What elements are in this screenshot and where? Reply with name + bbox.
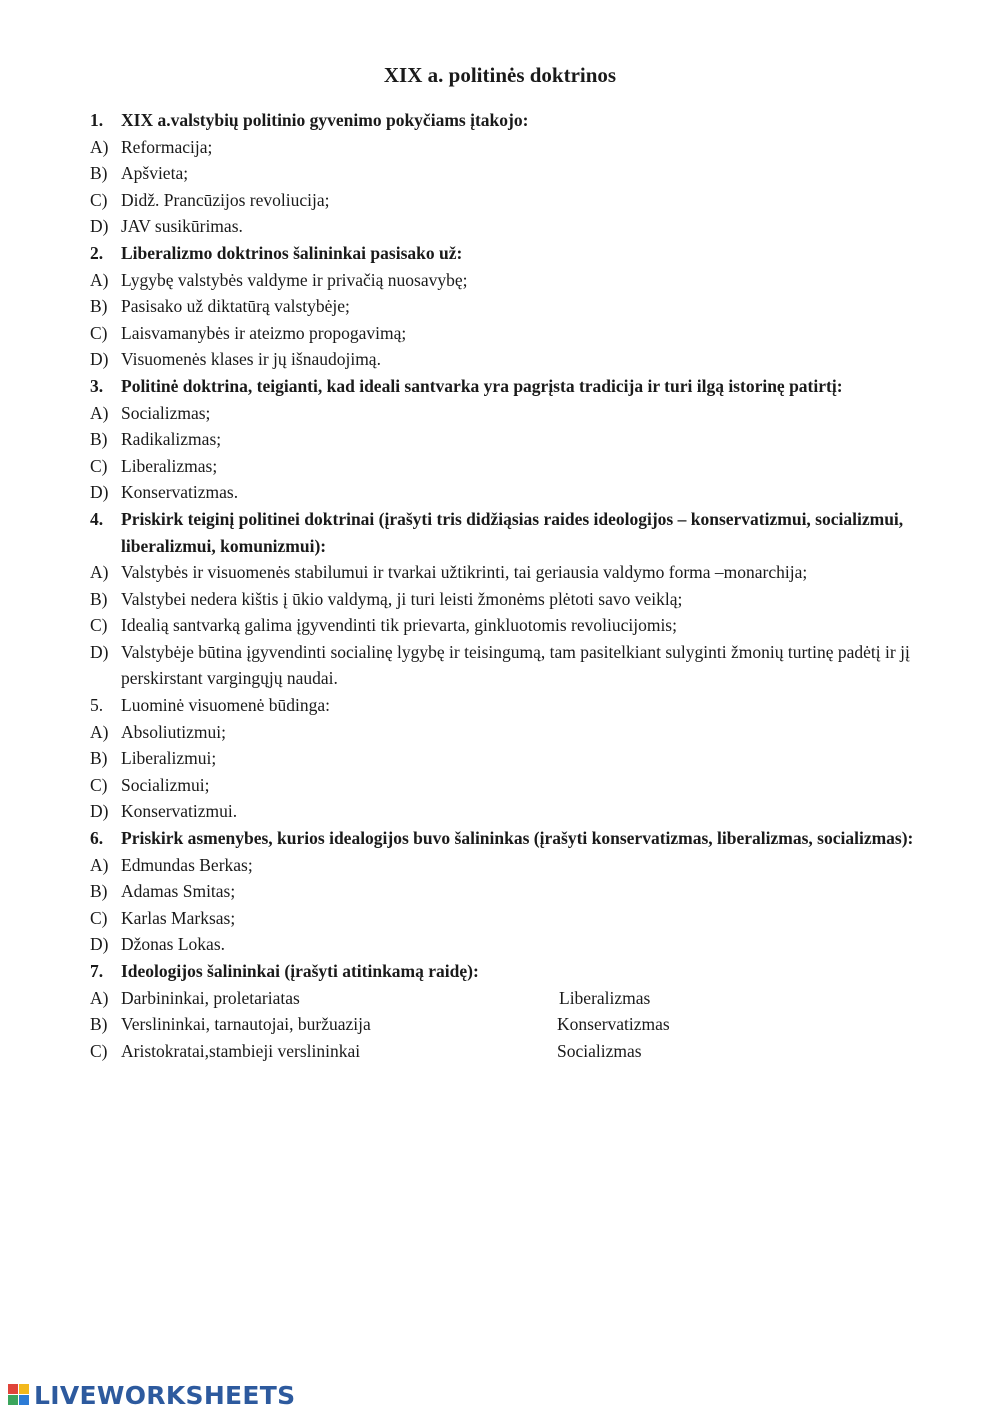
answer-option bbox=[90, 1038, 930, 1065]
option-text: Valstybėje būtina įgyvendinti socialinę lygybę ir teisingumą, tam pasitelkiant sulyginti žmonių turtinę padėtį ir jį perskirstant vargingųjų naudai. bbox=[121, 641, 910, 689]
option-text: JAV susikūrimas. bbox=[121, 216, 243, 237]
answer-option bbox=[90, 985, 930, 1012]
question-number: 3. bbox=[90, 375, 104, 396]
option-letter: A) bbox=[90, 136, 109, 157]
question-5 bbox=[90, 692, 930, 719]
option-text: Edmundas Berkas; bbox=[121, 854, 253, 875]
question-text: Ideologijos šalininkai (įrašyti atitinkamą raidę): bbox=[121, 961, 479, 981]
question-text: Liberalizmo doktrinos šalininkai pasisako už: bbox=[121, 242, 463, 263]
answer-option bbox=[90, 772, 930, 799]
question-number: 6. bbox=[90, 828, 104, 849]
answer-option bbox=[90, 267, 930, 294]
matching-ideology: Socializmas bbox=[557, 1040, 642, 1061]
option-letter: B) bbox=[90, 429, 108, 450]
answer-option bbox=[90, 400, 930, 427]
option-letter: D) bbox=[90, 349, 109, 370]
option-letter: C) bbox=[90, 907, 108, 928]
question-3 bbox=[90, 373, 930, 400]
option-letter: C) bbox=[90, 615, 108, 636]
answer-option bbox=[90, 798, 930, 825]
option-text: Liberalizmas; bbox=[121, 455, 218, 476]
question-number: 7. bbox=[90, 961, 104, 981]
logo-text: LIVEWORKSHEETS bbox=[34, 1380, 296, 1410]
option-text: Valstybei nedera kištis į ūkio valdymą, ji turi leisti žmonėms plėtoti savo veiklą; bbox=[121, 588, 683, 609]
option-letter: B) bbox=[90, 748, 108, 769]
question-number: 2. bbox=[90, 242, 104, 263]
option-text: Verslininkai, tarnautojai, buržuazija bbox=[121, 1014, 371, 1035]
option-text: Socializmui; bbox=[121, 774, 210, 795]
option-letter: A) bbox=[90, 402, 109, 423]
page-title: XIX a. politinės doktrinos bbox=[383, 63, 617, 87]
answer-option bbox=[90, 187, 930, 214]
answer-option bbox=[90, 905, 930, 932]
answer-option bbox=[90, 134, 930, 161]
option-letter: D) bbox=[90, 216, 109, 237]
question-number: 4. bbox=[90, 508, 104, 529]
option-text: Laisvamanybės ir ateizmo propogavimą; bbox=[121, 322, 407, 343]
option-letter: B) bbox=[90, 296, 108, 317]
option-text: Pasisako už diktatūrą valstybėje; bbox=[121, 296, 350, 317]
worksheet-body bbox=[90, 107, 930, 1064]
question-text: Priskirk asmenybes, kurios idealogijos buvo šalininkas (įrašyti konservatizmas, liberalizmas, socializmas): bbox=[121, 828, 914, 849]
option-letter: B) bbox=[90, 588, 108, 609]
option-letter: C) bbox=[90, 455, 108, 476]
answer-option bbox=[90, 293, 930, 320]
option-text: Socializmas; bbox=[121, 402, 211, 423]
question-7 bbox=[90, 958, 930, 985]
option-letter: D) bbox=[90, 641, 109, 662]
liveworksheets-logo bbox=[8, 1380, 295, 1410]
question-4 bbox=[90, 506, 930, 559]
answer-option bbox=[90, 213, 930, 240]
option-letter: D) bbox=[90, 801, 109, 822]
answer-option bbox=[90, 320, 930, 347]
option-letter: A) bbox=[90, 987, 109, 1008]
question-number: 1. bbox=[90, 110, 104, 130]
option-text: Didž. Prancūzijos revoliucija; bbox=[121, 189, 330, 210]
option-text: Adamas Smitas; bbox=[121, 881, 236, 902]
option-text: Aristokratai,stambieji verslininkai bbox=[121, 1040, 361, 1061]
option-letter: D) bbox=[90, 482, 109, 503]
question-number: 5. bbox=[90, 695, 104, 716]
matching-ideology: Liberalizmas bbox=[559, 987, 651, 1008]
answer-option bbox=[90, 639, 930, 692]
option-letter: B) bbox=[90, 163, 108, 184]
option-letter: A) bbox=[90, 721, 109, 742]
answer-option bbox=[90, 878, 930, 905]
answer-option bbox=[90, 479, 930, 506]
option-letter: B) bbox=[90, 1014, 108, 1035]
option-text: Valstybės ir visuomenės stabilumui ir tvarkai užtikrinti, tai geriausia valdymo forma –monarchija; bbox=[121, 562, 808, 583]
question-1 bbox=[90, 107, 930, 134]
option-text: Absoliutizmui; bbox=[121, 721, 226, 742]
option-text: Džonas Lokas. bbox=[121, 934, 226, 955]
option-text: Konservatizmui. bbox=[121, 801, 238, 822]
question-2 bbox=[90, 240, 930, 267]
option-text: Reformacija; bbox=[121, 136, 213, 157]
answer-option bbox=[90, 453, 930, 480]
answer-option bbox=[90, 586, 930, 613]
option-letter: A) bbox=[90, 854, 109, 875]
answer-option bbox=[90, 559, 930, 586]
option-letter: C) bbox=[90, 774, 108, 795]
answer-option bbox=[90, 612, 930, 639]
question-text: Luominė visuomenė būdinga: bbox=[121, 695, 330, 716]
question-6 bbox=[90, 825, 930, 852]
option-text: Radikalizmas; bbox=[121, 429, 222, 450]
question-text: XIX a.valstybių politinio gyvenimo pokyčiams įtakojo: bbox=[121, 110, 529, 130]
question-text: Priskirk teiginį politinei doktrinai (įrašyti tris didžiąsias raides ideologijos – konservatizmui, socializmui, liberalizmui, komunizmui): bbox=[121, 508, 904, 556]
option-letter: C) bbox=[90, 189, 108, 210]
answer-option bbox=[90, 719, 930, 746]
option-text: Apšvieta; bbox=[121, 163, 189, 184]
option-text: Visuomenės klases ir jų išnaudojimą. bbox=[121, 349, 381, 370]
answer-option bbox=[90, 346, 930, 373]
matching-ideology: Konservatizmas bbox=[557, 1014, 670, 1035]
option-letter: B) bbox=[90, 881, 108, 902]
option-text: Lygybę valstybės valdyme ir privačią nuosavybę; bbox=[121, 269, 468, 290]
option-letter: C) bbox=[90, 1040, 108, 1061]
option-text: Konservatizmas. bbox=[121, 482, 239, 503]
option-text: Liberalizmui; bbox=[121, 748, 217, 769]
option-letter: D) bbox=[90, 934, 109, 955]
answer-option bbox=[90, 852, 930, 879]
option-letter: C) bbox=[90, 322, 108, 343]
question-text: Politinė doktrina, teigianti, kad ideali santvarka yra pagrįsta tradicija ir turi ilgą istorinę patirtį: bbox=[121, 375, 843, 396]
logo-cube-icon bbox=[8, 1384, 30, 1406]
answer-option bbox=[90, 1011, 930, 1038]
option-text: Karlas Marksas; bbox=[121, 907, 236, 928]
answer-option bbox=[90, 426, 930, 453]
option-letter: A) bbox=[90, 269, 109, 290]
answer-option bbox=[90, 160, 930, 187]
option-text: Darbininkai, proletariatas bbox=[121, 987, 300, 1008]
option-text: Idealią santvarką galima įgyvendinti tik prievarta, ginkluotomis revoliucijomis; bbox=[121, 615, 677, 636]
answer-option bbox=[90, 745, 930, 772]
answer-option bbox=[90, 931, 930, 958]
option-letter: A) bbox=[90, 562, 109, 583]
